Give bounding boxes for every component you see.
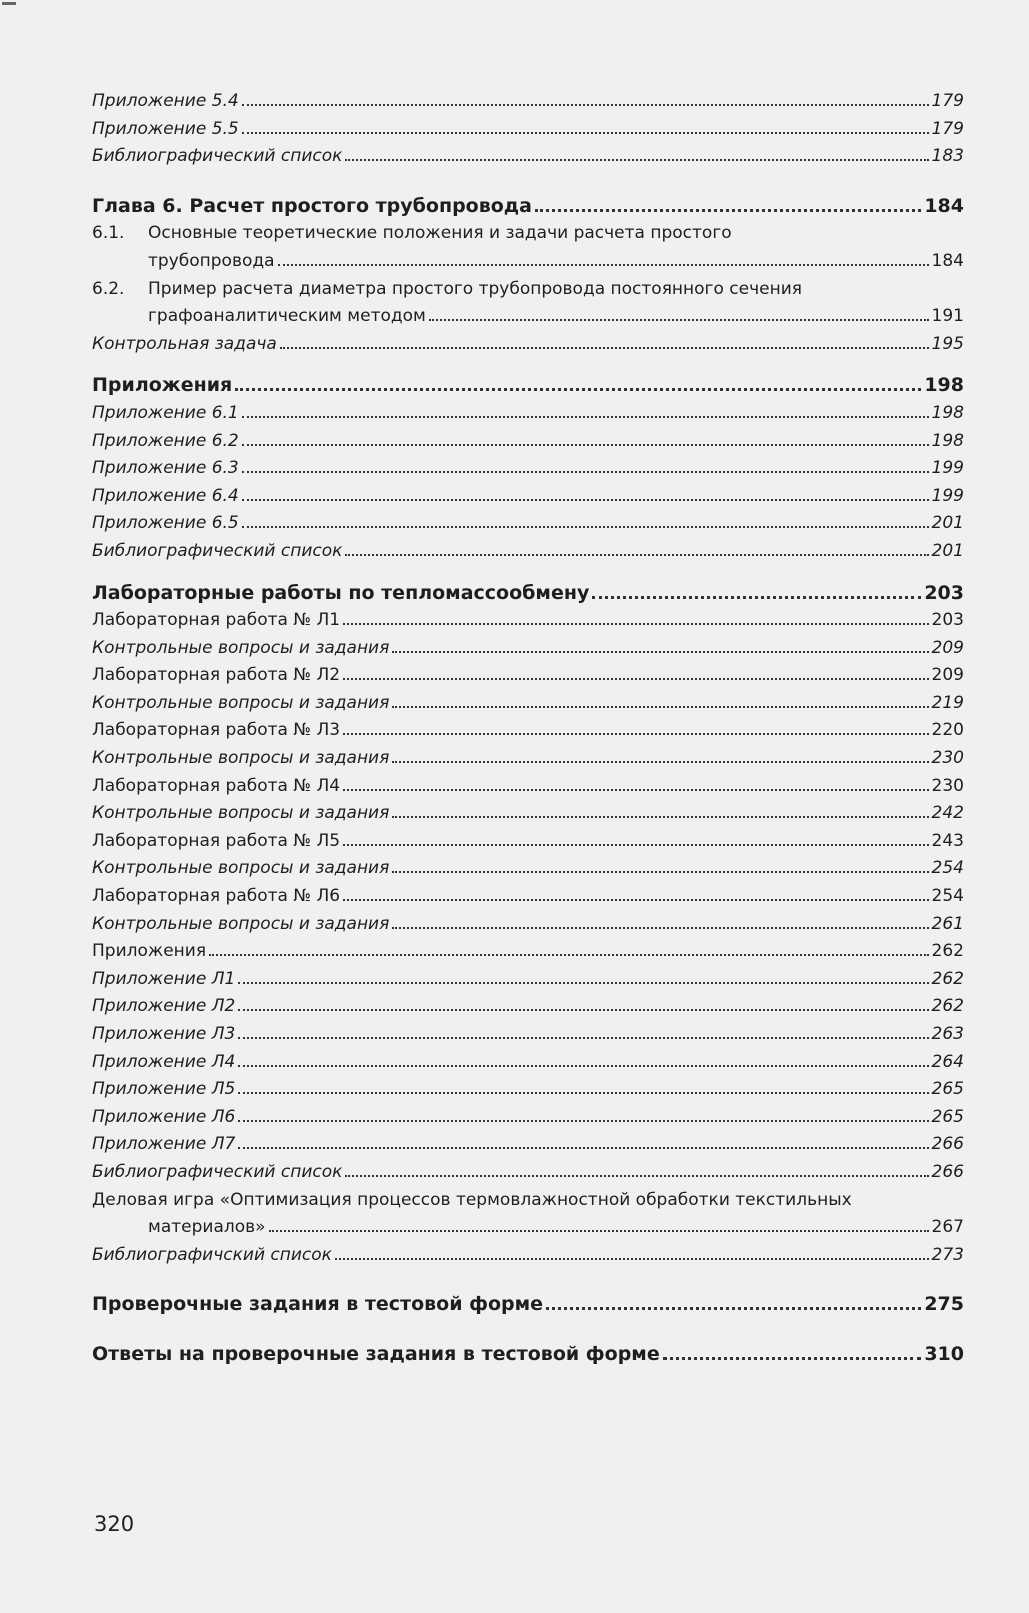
toc-entry: Приложение 5.4 179 [92, 91, 964, 111]
section-entry: 6.2. Пример расчета диаметра простого трубопровода постоянного сечения графоаналитическим методом 191 [92, 278, 964, 327]
toc-entry: Библиографичский список 273 [92, 1244, 964, 1265]
toc-entry: Приложение Л2 262 [92, 996, 964, 1017]
toc-entry: Лабораторная работа № Л2 209 [92, 665, 964, 686]
toc-entry: Контрольные вопросы и задания 254 [92, 858, 964, 879]
chapter-heading: Проверочные задания в тестовой форме 275 [92, 1293, 964, 1316]
toc-entry: Приложения 262 [92, 941, 964, 962]
toc-entry: Приложение Л6 265 [92, 1106, 964, 1127]
toc-entry: Контрольные вопросы и задания 219 [92, 692, 964, 713]
chapter-heading: Глава 6. Расчет простого трубопровода 184 [92, 194, 964, 217]
toc-entry: Приложение Л4 264 [92, 1051, 964, 1072]
chapter-heading: Ответы на проверочные задания в тестовой форме 310 [92, 1342, 964, 1365]
chapter-heading: Приложения 198 [92, 374, 964, 397]
toc-entry: Приложение 5.5 179 [92, 118, 964, 139]
toc-entry: Лабораторная работа № Л3 220 [92, 720, 964, 741]
toc-entry: Контрольные вопросы и задания 230 [92, 748, 964, 769]
toc-entry: Лабораторная работа № Л1 203 [92, 610, 964, 631]
toc-entry: Приложение 6.4 199 [92, 485, 964, 506]
toc-entry: Лабораторная работа № Л4 230 [92, 775, 964, 796]
table-of-contents [92, 88, 964, 1369]
toc-entry: Контрольная задача 195 [92, 333, 964, 354]
toc-entry: Контрольные вопросы и задания 261 [92, 913, 964, 934]
toc-entry: Приложение 6.3 199 [92, 458, 964, 479]
section-entry: 6.1. Основные теоретические положения и задачи расчета простого трубопровода 184 [92, 223, 964, 271]
toc-entry: Приложение 6.2 198 [92, 430, 964, 451]
business-game-entry: Деловая игра «Оптимизация процессов термовлажностной обработки текстильных материалов» 267 [92, 1189, 964, 1238]
toc-entry: Библиографический список 183 [92, 146, 964, 167]
toc-entry: Контрольные вопросы и задания 242 [92, 803, 964, 824]
toc-entry: Лабораторная работа № Л6 254 [92, 886, 964, 907]
chapter-heading: Лабораторные работы по тепломассообмену 203 [92, 581, 964, 604]
page-number: 320 [94, 1512, 135, 1536]
scan-mark [0, 0, 18, 8]
toc-entry: Приложение Л5 265 [92, 1079, 964, 1100]
toc-entry: Приложение Л1 262 [92, 968, 964, 989]
toc-entry: Контрольные вопросы и задания 209 [92, 637, 964, 658]
toc-entry: Библиографический список 201 [92, 540, 964, 561]
toc-entry: Приложение 6.1 198 [92, 402, 964, 423]
toc-entry: Библиографический список 266 [92, 1161, 964, 1182]
toc-entry: Приложение 6.5 201 [92, 513, 964, 534]
toc-entry: Лабораторная работа № Л5 243 [92, 830, 964, 851]
toc-entry: Приложение Л7 266 [92, 1134, 964, 1155]
toc-entry: Приложение Л3 263 [92, 1024, 964, 1044]
